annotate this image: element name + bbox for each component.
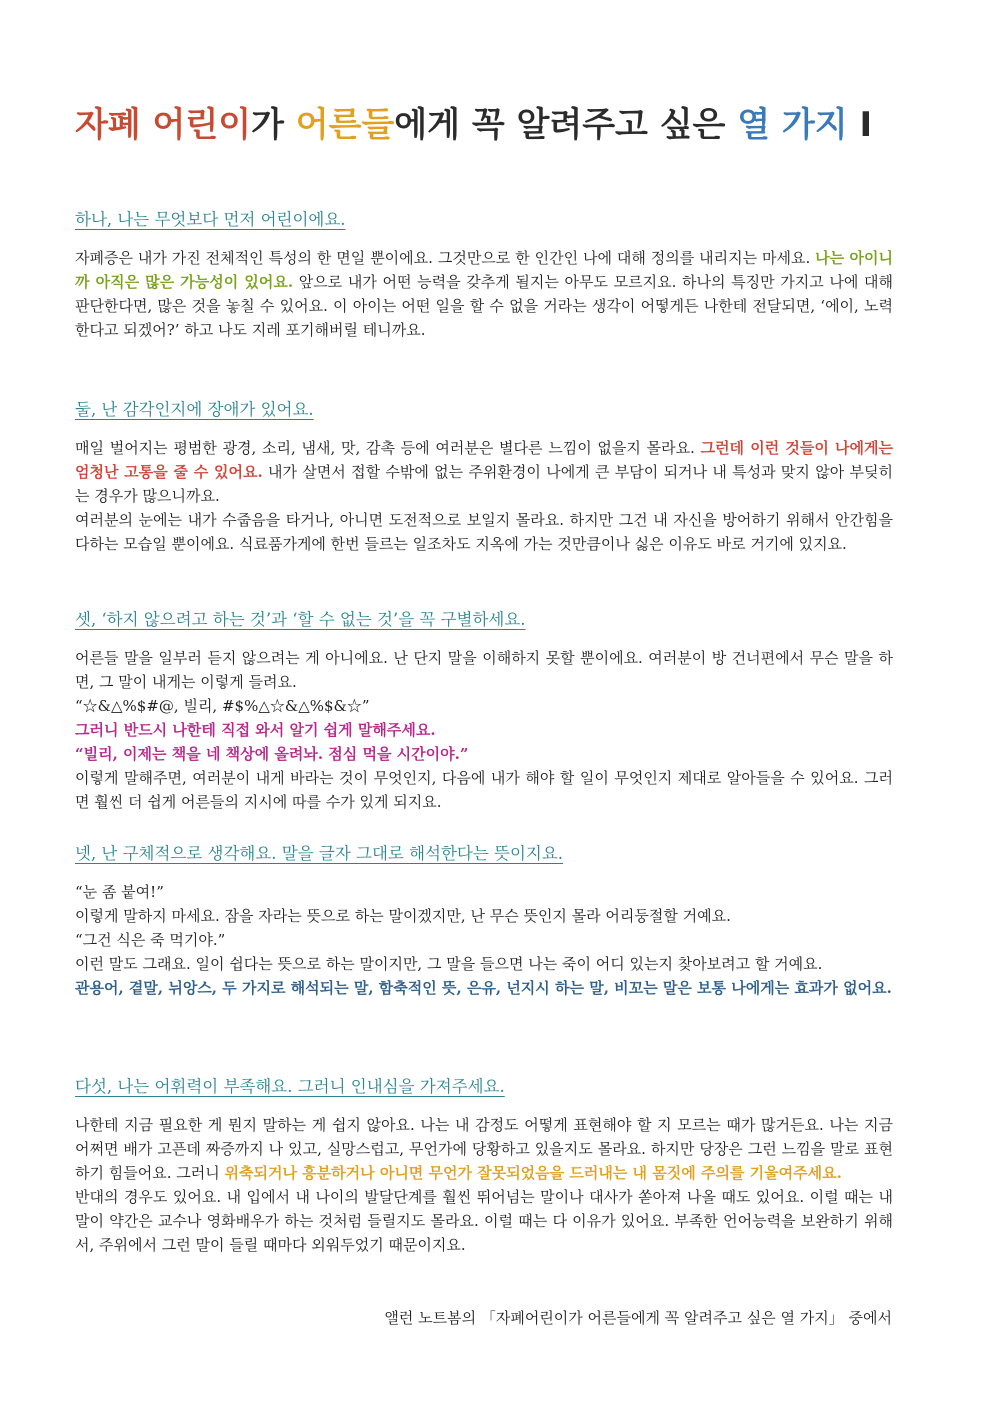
section-paragraph: 이렇게 말해주면, 여러분이 내게 바라는 것이 무엇인지, 다음에 내가 해야 할 일이 무엇인지 제대로 알아들을 수 있어요. 그러면 훨씬 더 쉽게 어른들의 지시에 따를 수가 있게 되지요. — [75, 769, 893, 811]
paragraph-text: 나한테 지금 필요한 게 뭔지 말하는 게 쉽지 않아요. 나는 내 감정도 어떻게 표현해야 할 지 모르는 때가 많거든요. 나는 지금 어쩌면 배가 고픈데 짜증까지 나 있고, 실망스럽고, 무언가에 당황하고 있을지도 몰라요. 하지만 당장은 그런 느낌을 말로 표현하기 힘들어요. 그러니 — [75, 1116, 893, 1182]
section-heading: 하나, 나는 무엇보다 먼저 어린이에요. — [75, 210, 346, 229]
section-paragraph: 반대의 경우도 있어요. 내 입에서 내 나이의 발달단계를 훨씬 뛰어넘는 말이나 대사가 쏟아져 나올 때도 있어요. 이럴 때는 내 말이 약간은 교수나 영화배우가 하는 것처럼 들릴지도 몰라요. 이럴 때는 다 이유가 있어요. 부족한 언어능력을 보완하기 위해서, 주위에서 그런 말이 들릴 때마다 외워두었기 때문이지요. — [75, 1188, 893, 1254]
section-three — [75, 608, 893, 814]
highlight-text: 그런데 이런 것들이 나에게는 엄청난 고통을 줄 수 있어요. — [75, 439, 893, 481]
highlight-text: 관용어, 곁말, 뉘앙스, 두 가지로 해석되는 말, 함축적인 뜻, 은유, 넌지시 하는 말, 비꼬는 말은 보통 나에게는 효과가 없어요. — [75, 979, 892, 997]
section-paragraph: 어른들 말을 일부러 듣지 않으려는 게 아니에요. 난 단지 말을 이해하지 못할 뿐이에요. 여러분이 방 건너편에서 무슨 말을 하면, 그 말이 내게는 이렇게 들려요. — [75, 649, 893, 691]
section-five — [75, 1075, 893, 1257]
quote-line: “눈 좀 붙여!” — [75, 883, 164, 901]
section-heading: 다섯, 나는 어휘력이 부족해요. 그러니 인내심을 가져주세요. — [75, 1077, 505, 1096]
section-one — [75, 208, 893, 342]
section-paragraph: 이렇게 말하지 마세요. 잠을 자라는 뜻으로 하는 말이겠지만, 난 무슨 뜻인지 몰라 어리둥절할 거예요. — [75, 907, 731, 925]
garbled-quote: “☆&△%$#@, 빌리, #$%△☆&△%$&☆” — [75, 697, 370, 715]
section-heading: 넷, 난 구체적으로 생각해요. 말을 글자 그대로 해석한다는 뜻이지요. — [75, 844, 564, 863]
section-paragraph — [75, 246, 893, 342]
section-paragraph: 이런 말도 그래요. 일이 쉽다는 뜻으로 하는 말이지만, 그 말을 들으면 나는 죽이 어디 있는지 찾아보려고 할 거예요. — [75, 955, 823, 973]
title-part-particle: 가 — [251, 105, 296, 145]
title-part-roman-numeral: Ⅰ — [847, 105, 873, 145]
highlight-text: 그러니 반드시 나한테 직접 와서 알기 쉽게 말해주세요. — [75, 721, 436, 739]
title-part-adults: 어른들 — [295, 105, 395, 145]
title-part-ten-things: 열 가지 — [737, 105, 848, 145]
section-two — [75, 398, 893, 556]
highlight-quote: “빌리, 이제는 책을 네 책상에 올려놔. 점심 먹을 시간이야.” — [75, 745, 469, 763]
section-paragraph — [75, 1113, 893, 1185]
paragraph-text: 매일 벌어지는 평범한 광경, 소리, 냄새, 맛, 감촉 등에 여러분은 별다른 느낌이 없을지 몰라요. — [75, 439, 701, 457]
highlight-text: 나는 아이니까 아직은 많은 가능성이 있어요. — [75, 249, 893, 291]
title-part-autistic-child: 자폐 어린이 — [75, 105, 252, 145]
paragraph-text: 앞으로 내가 어떤 능력을 갖추게 될지는 아무도 모르지요. 하나의 특징만 가지고 나에 대해 판단한다면, 많은 것을 놓칠 수 있어요. 이 아이는 어떤 일을 할 수 없을 거라는 생각이 어떻게든 나한테 전달되면, ‘에이, 노력한다고 되겠어?’ 하고 나도 지레 포기해버릴 테니까요. — [75, 273, 893, 339]
section-paragraph — [75, 436, 893, 508]
section-heading: 셋, ‘하지 않으려고 하는 것’과 ‘할 수 없는 것’을 꼭 구별하세요. — [75, 610, 526, 629]
section-paragraph: 여러분의 눈에는 내가 수줍음을 타거나, 아니면 도전적으로 보일지 몰라요. 하지만 그건 내 자신을 방어하기 위해서 안간힘을 다하는 모습일 뿐이에요. 식료품가게에 한번 들르는 일조차도 지옥에 가는 것만큼이나 싫은 이유도 바로 거기에 있지요. — [75, 511, 893, 553]
source-citation: 앨런 노트봄의 「자폐어린이가 어른들에게 꼭 알려주고 싶은 열 가지」 중에서 — [384, 1309, 892, 1327]
section-four — [75, 842, 893, 1000]
highlight-text: 위축되거나 흥분하거나 아니면 무언가 잘못되었음을 드러내는 내 몸짓에 주의를 기울여주세요. — [224, 1164, 842, 1182]
quote-line: “그건 식은 죽 먹기야.” — [75, 931, 226, 949]
page-title — [75, 100, 872, 150]
section-heading: 둘, 난 감각인지에 장애가 있어요. — [75, 400, 314, 419]
title-part-middle: 에게 꼭 알려주고 싶은 — [394, 105, 738, 145]
paragraph-text: 내가 살면서 접할 수밖에 없는 주위환경이 나에게 큰 부담이 되거나 내 특성과 맞지 않아 부딪히는 경우가 많으니까요. — [75, 463, 893, 505]
paragraph-text: 자폐증은 내가 가진 전체적인 특성의 한 면일 뿐이에요. 그것만으로 한 인간인 나에 대해 정의를 내리지는 마세요. — [75, 249, 816, 267]
